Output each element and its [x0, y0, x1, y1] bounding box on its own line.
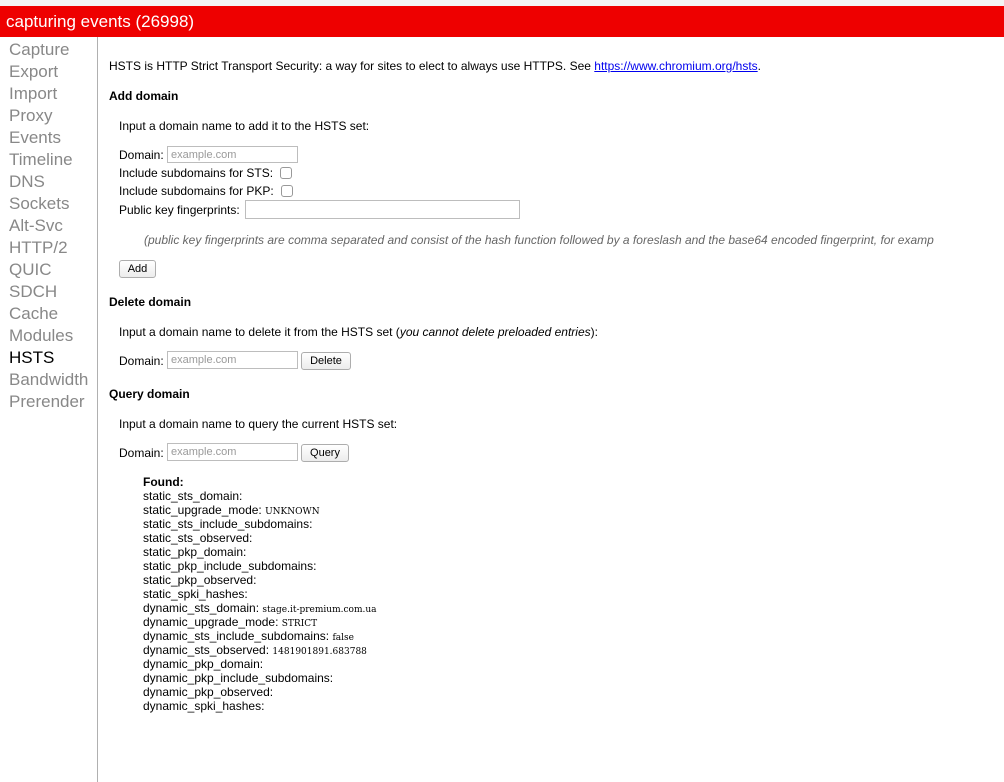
result-key: dynamic_pkp_observed:: [143, 685, 274, 699]
found-label: Found:: [143, 475, 184, 489]
result-row: [143, 601, 377, 615]
result-row: [143, 489, 377, 503]
result-row: [143, 699, 377, 713]
hsts-info-link[interactable]: https://www.chromium.org/hsts: [594, 59, 758, 73]
result-key: dynamic_upgrade_mode:: [143, 615, 279, 629]
result-row: [143, 685, 377, 699]
query-results: [143, 475, 377, 713]
tab-hsts[interactable]: HSTS: [9, 348, 55, 367]
result-row: [143, 559, 377, 573]
result-row: [143, 657, 377, 671]
result-row: [143, 587, 377, 601]
add-domain-label: Domain:: [119, 148, 164, 162]
result-row: [143, 517, 377, 531]
tab-alt-svc[interactable]: Alt-Svc: [9, 216, 63, 235]
result-key: static_spki_hashes:: [143, 587, 248, 601]
tab-events[interactable]: Events: [9, 128, 61, 147]
result-key: static_pkp_include_subdomains:: [143, 559, 317, 573]
result-row: [143, 545, 377, 559]
result-key: dynamic_sts_observed:: [143, 643, 270, 657]
tab-sockets[interactable]: Sockets: [9, 194, 70, 213]
tab-prerender[interactable]: Prerender: [9, 392, 85, 411]
result-row: [143, 615, 377, 629]
pkp-subdomains-checkbox[interactable]: [281, 185, 293, 197]
add-domain-input[interactable]: [167, 146, 298, 163]
result-key: dynamic_pkp_domain:: [143, 657, 264, 671]
result-key: static_pkp_observed:: [143, 573, 257, 587]
result-value: false: [332, 633, 354, 643]
result-row: [143, 573, 377, 587]
result-key: dynamic_spki_hashes:: [143, 699, 265, 713]
result-rows: [143, 489, 377, 713]
tab-sdch[interactable]: SDCH: [9, 282, 58, 301]
tab-http-2[interactable]: HTTP/2: [9, 238, 68, 257]
tab-dns[interactable]: DNS: [9, 172, 45, 191]
result-row: [143, 531, 377, 545]
result-key: static_sts_observed:: [143, 531, 253, 545]
tab-export[interactable]: Export: [9, 62, 59, 81]
tab-list: [0, 37, 98, 782]
add-button[interactable]: Add: [119, 260, 156, 278]
add-domain-description: Input a domain name to add it to the HSTS set:: [119, 119, 370, 133]
result-key: dynamic_sts_domain:: [143, 601, 260, 615]
result-value: UNKNOWN: [265, 507, 320, 517]
query-button[interactable]: Query: [301, 444, 349, 462]
pkp-subdomains-label: Include subdomains for PKP:: [119, 184, 274, 198]
query-domain-description: Input a domain name to query the current HSTS set:: [119, 417, 398, 431]
tab-cache[interactable]: Cache: [9, 304, 59, 323]
fingerprints-label: Public key fingerprints:: [119, 203, 240, 217]
result-row: [143, 643, 377, 657]
status-bar: [0, 6, 1004, 37]
query-domain-heading: Query domain: [109, 387, 190, 401]
tab-modules[interactable]: Modules: [9, 326, 74, 345]
delete-domain-label: Domain:: [119, 354, 164, 368]
delete-button[interactable]: Delete: [301, 352, 351, 370]
tab-quic[interactable]: QUIC: [9, 260, 52, 279]
add-domain-heading: Add domain: [109, 89, 179, 103]
delete-domain-input[interactable]: [167, 351, 298, 369]
result-key: static_sts_domain:: [143, 489, 243, 503]
delete-domain-description: Input a domain name to delete it from the HSTS set (you cannot delete preloaded entries):: [119, 325, 598, 339]
tab-import[interactable]: Import: [9, 84, 58, 103]
hsts-view: [109, 37, 1004, 782]
query-domain-label: Domain:: [119, 446, 164, 460]
status-text: capturing events (26998): [6, 12, 195, 31]
tab-capture[interactable]: Capture: [9, 40, 70, 59]
query-domain-input[interactable]: [167, 443, 298, 461]
sts-subdomains-checkbox[interactable]: [280, 167, 292, 179]
result-row: [143, 503, 377, 517]
result-key: static_upgrade_mode:: [143, 503, 262, 517]
result-value: stage.it-premium.com.ua: [262, 605, 377, 615]
result-key: static_pkp_domain:: [143, 545, 247, 559]
sts-subdomains-label: Include subdomains for STS:: [119, 166, 274, 180]
fingerprints-input[interactable]: [245, 200, 520, 219]
result-row: [143, 671, 377, 685]
tab-bandwidth[interactable]: Bandwidth: [9, 370, 89, 389]
result-key: static_sts_include_subdomains:: [143, 517, 313, 531]
tab-timeline[interactable]: Timeline: [9, 150, 73, 169]
result-value: STRICT: [281, 619, 318, 629]
result-key: dynamic_sts_include_subdomains:: [143, 629, 330, 643]
tab-proxy[interactable]: Proxy: [9, 106, 53, 125]
result-key: dynamic_pkp_include_subdomains:: [143, 671, 334, 685]
intro-text: HSTS is HTTP Strict Transport Security: a way for sites to elect to always use HTTPS. See https://www.chromium.org/hsts.: [109, 59, 762, 73]
delete-domain-heading: Delete domain: [109, 295, 192, 309]
fingerprints-note: (public key fingerprints are comma separated and consist of the hash function followed by a foreslash and the base64 encoded fingerprint, for examp: [144, 233, 934, 247]
result-value: 1481901891.683788: [272, 647, 367, 657]
result-row: [143, 629, 377, 643]
